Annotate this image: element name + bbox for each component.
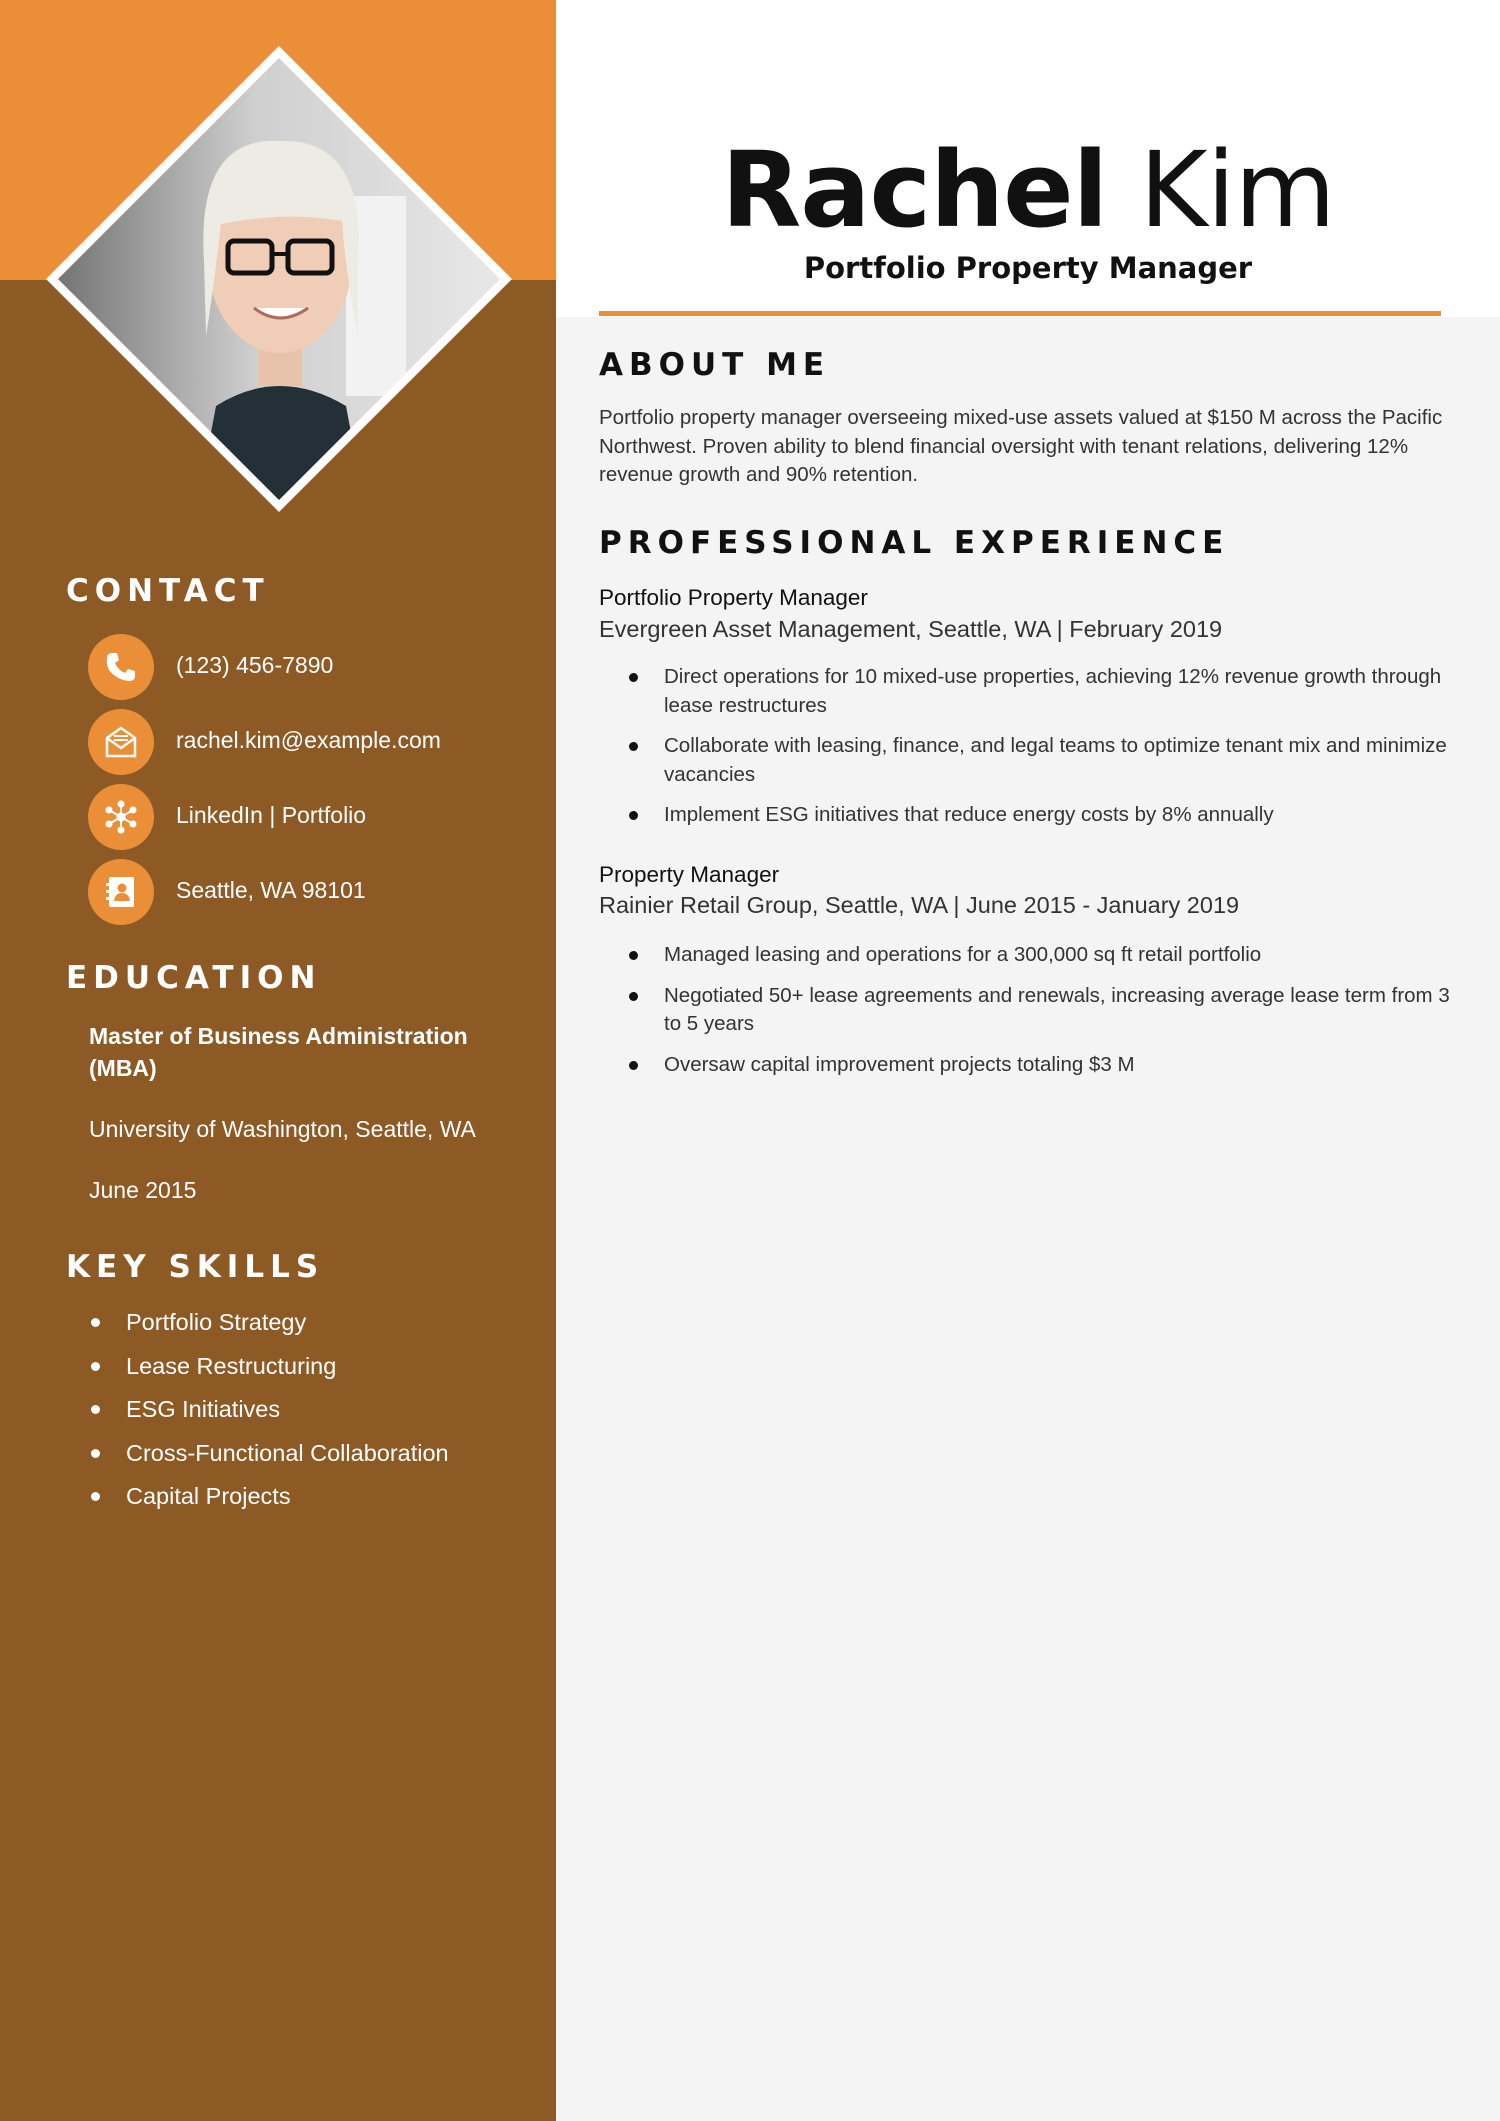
list-item [89,1437,449,1481]
contact-links [88,784,528,850]
bullet-text: Oversaw capital improvement projects totaling $3 M [664,1052,1135,1076]
list-item [89,1480,449,1524]
job-2-bullets [599,941,1469,1091]
list-item [599,663,1469,720]
email-text[interactable]: rachel.kim@example.com [176,727,441,753]
last-name: Kim [1139,129,1335,251]
bullet-text: Direct operations for 10 mixed-use properties, achieving 12% revenue growth through lease restructures [664,665,1442,717]
contact-phone [88,634,528,700]
profile-photo-illustration [46,46,512,512]
bullet-text: Collaborate with leasing, finance, and legal teams to optimize tenant mix and minimize vacancies [664,734,1447,786]
network-icon [88,784,154,850]
skill-label: Cross-Functional Collaboration [126,1439,449,1466]
phone-text[interactable]: (123) 456-7890 [176,652,334,678]
bullet-icon [629,673,638,682]
list-item [89,1306,449,1350]
job-1-bullets [599,663,1469,842]
job-1-role: Portfolio Property Manager [599,585,868,610]
job-1-company: Evergreen Asset Management, Seattle, WA | February 2019 [599,616,1223,642]
bullet-icon [91,1449,100,1458]
list-item [599,801,1469,830]
skill-label: Capital Projects [126,1483,291,1509]
contact-email [88,709,528,775]
bullet-icon [91,1362,100,1371]
education-heading: EDUCATION [66,960,322,996]
list-item [599,1051,1469,1080]
job-2-company: Rainier Retail Group, Seattle, WA | June 2015 - January 2019 [599,892,1240,918]
address-icon [88,859,154,925]
first-name: Rachel [721,129,1108,251]
skill-label: ESG Initiatives [126,1396,281,1422]
bullet-icon [629,992,638,1001]
skill-label: Lease Restructuring [126,1352,337,1379]
contact-heading: CONTACT [66,573,270,609]
bullet-text: Managed leasing and operations for a 300,000 sq ft retail portfolio [664,943,1262,966]
bullet-icon [629,1061,638,1070]
address-text: Seattle, WA 98101 [176,877,366,903]
skills-heading: KEY SKILLS [66,1249,325,1285]
email-icon [88,709,154,775]
skills-list [89,1306,449,1524]
bullet-icon [629,811,638,820]
education-school: University of Washington, Seattle, WA [89,1116,476,1142]
bullet-icon [91,1405,100,1414]
bullet-icon [91,1492,100,1501]
about-heading: ABOUT ME [599,347,831,383]
experience-heading: PROFESSIONAL EXPERIENCE [599,525,1230,561]
about-text: Portfolio property manager overseeing mixed-use assets valued at $150 M across the Pacific Northwest. Proven ability to blend financial oversight with tenant relations, delivering 12% revenue growth and 90% retention. [599,406,1443,486]
bullet-icon [629,742,638,751]
list-item [599,732,1469,789]
education-date: June 2015 [89,1177,197,1203]
bullet-text: Negotiated 50+ lease agreements and renewals, increasing average lease term from 3 to 5 years [664,983,1450,1035]
education-degree: Master of Business Administration (MBA) [89,1023,468,1081]
title-divider [599,311,1441,316]
bullet-icon [629,951,638,960]
list-item [89,1393,449,1437]
job-title: Portfolio Property Manager [803,251,1253,285]
links-text[interactable]: LinkedIn | Portfolio [176,802,367,828]
profile-photo [46,46,512,512]
bullet-text: Implement ESG initiatives that reduce energy costs by 8% annually [664,803,1274,826]
bullet-icon [91,1318,100,1327]
contact-address [88,859,528,925]
job-2-role: Property Manager [599,862,780,887]
list-item [599,982,1469,1039]
list-item [599,941,1469,970]
phone-icon [88,634,154,700]
skill-label: Portfolio Strategy [126,1309,307,1335]
list-item [89,1350,449,1394]
candidate-name [556,130,1500,250]
